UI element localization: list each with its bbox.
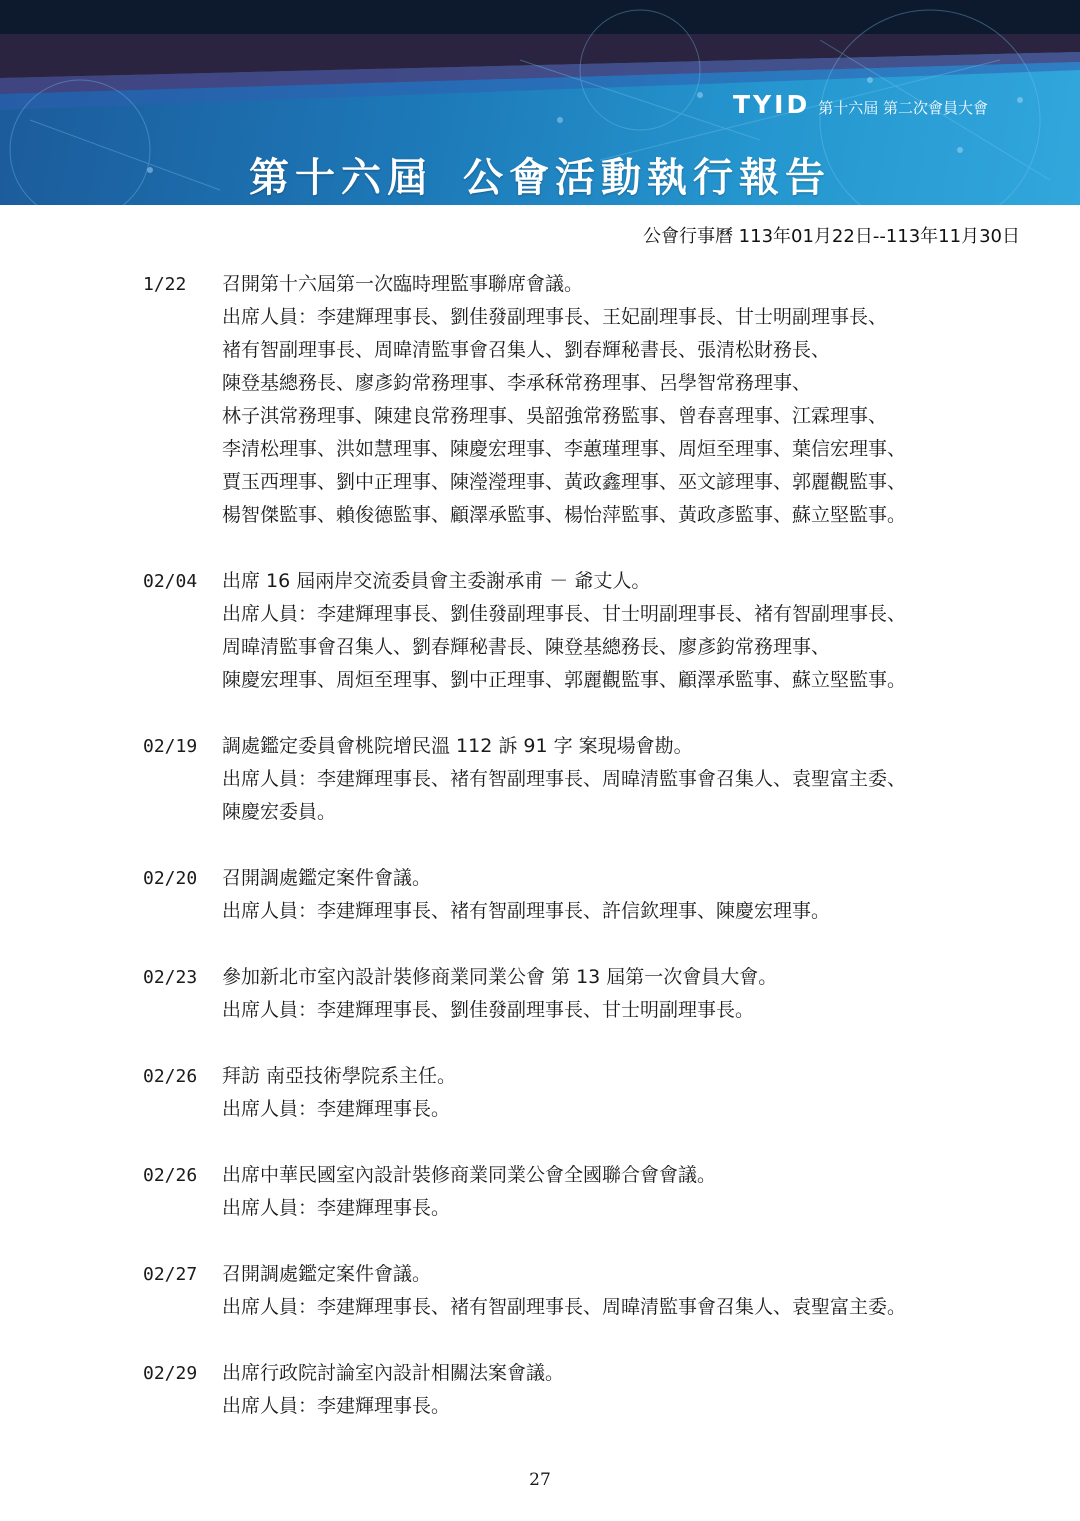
header-banner — [0, 0, 1080, 205]
event-date: 02/04 — [143, 571, 198, 592]
event-list — [143, 268, 1003, 1456]
event-date: 02/29 — [143, 1363, 198, 1384]
event-title: 召開第十六屆第一次臨時理監事聯席會議。 — [222, 273, 584, 295]
event-title: 拜訪 南亞技術學院系主任。 — [222, 1065, 457, 1087]
calendar-range: 公會行事曆 113年01月22日--113年11月30日 — [642, 226, 1020, 247]
event-date: 02/26 — [143, 1165, 198, 1186]
event-attendees: 出席人員：李建輝理事長、劉佳發副理事長、甘士明副理事長、褚有智副理事長、 周暐清監事會召集人、劉春輝秘書長、陳登基總務長、廖彥鈞常務理事、 陳慶宏理事、周烜至理事、劉中正理事、郭麗觀監事、顧澤承監事、蘇立堅監事。 — [222, 603, 907, 691]
brand-logo: TYID — [733, 90, 811, 119]
event-date: 1/22 — [143, 274, 187, 295]
brand-header — [733, 90, 988, 119]
event-attendees: 出席人員：李建輝理事長、褚有智副理事長、周暐清監事會召集人、袁聖富主委、 陳慶宏委員。 — [222, 768, 907, 823]
event-body — [222, 1060, 1003, 1126]
brand-subtitle: 第十六屆 第二次會員大會 — [818, 99, 988, 117]
event-attendees: 出席人員：李建輝理事長。 — [222, 1395, 451, 1417]
event-date: 02/27 — [143, 1264, 198, 1285]
event-body — [222, 862, 1003, 928]
event-attendees: 出席人員：李建輝理事長、劉佳發副理事長、甘士明副理事長。 — [222, 999, 755, 1021]
event-title: 出席 16 屆兩岸交流委員會主委謝承甫 － 爺丈人。 — [222, 570, 651, 592]
event-item — [143, 961, 1003, 1027]
event-attendees: 出席人員：李建輝理事長、劉佳發副理事長、王妃副理事長、甘士明副理事長、 褚有智副理事長、周暐清監事會召集人、劉春輝秘書長、張清松財務長、 陳登基總務長、廖彥鈞常務理事、李承秝常務理事、呂學智常務理事、 林子淇常務理事、陳建良常務理事、吳韶強常務監事、曾春喜理事、江霖理事、 李清松理事、洪如慧理事、陳慶宏理事、李蕙瑾理事、周烜至理事、葉信宏理事、 賈玉西理事、劉中正理事、陳瀅瀅理事、黃政鑫理事、巫文諺理事、郭麗觀監事、 楊智傑監事、賴俊德監事、顧澤承監事、楊怡萍監事、黃政彥監事、蘇立堅監事。 — [222, 306, 907, 526]
event-body — [222, 1159, 1003, 1225]
event-date: 02/19 — [143, 736, 198, 757]
event-date: 02/26 — [143, 1066, 198, 1087]
event-title: 召開調處鑑定案件會議。 — [222, 867, 432, 889]
event-attendees: 出席人員：李建輝理事長。 — [222, 1197, 451, 1219]
event-date: 02/20 — [143, 868, 198, 889]
event-body — [222, 1258, 1003, 1324]
event-body — [222, 961, 1003, 1027]
event-attendees: 出席人員：李建輝理事長。 — [222, 1098, 451, 1120]
event-body — [222, 268, 1003, 532]
event-item — [143, 1357, 1003, 1423]
event-date: 02/23 — [143, 967, 198, 988]
event-item — [143, 862, 1003, 928]
event-attendees: 出席人員：李建輝理事長、褚有智副理事長、周暐清監事會召集人、袁聖富主委。 — [222, 1296, 907, 1318]
event-body — [222, 1357, 1003, 1423]
event-title: 召開調處鑑定案件會議。 — [222, 1263, 432, 1285]
event-title: 調處鑑定委員會桃院增民溫 112 訴 91 字 案現場會勘。 — [222, 735, 693, 757]
page-number: 27 — [529, 1470, 551, 1490]
event-body — [222, 565, 1003, 697]
event-body — [222, 730, 1003, 829]
event-item — [143, 1060, 1003, 1126]
event-item — [143, 565, 1003, 697]
event-item — [143, 1258, 1003, 1324]
event-attendees: 出席人員：李建輝理事長、褚有智副理事長、許信欽理事、陳慶宏理事。 — [222, 900, 831, 922]
event-item — [143, 1159, 1003, 1225]
event-title: 參加新北市室內設計裝修商業同業公會 第 13 屆第一次會員大會。 — [222, 966, 778, 988]
event-title: 出席行政院討論室內設計相關法案會議。 — [222, 1362, 565, 1384]
event-item — [143, 730, 1003, 829]
event-title: 出席中華民國室內設計裝修商業同業公會全國聯合會會議。 — [222, 1164, 717, 1186]
event-item — [143, 268, 1003, 532]
page-title: 第十六屆 公會活動執行報告 — [249, 155, 831, 201]
